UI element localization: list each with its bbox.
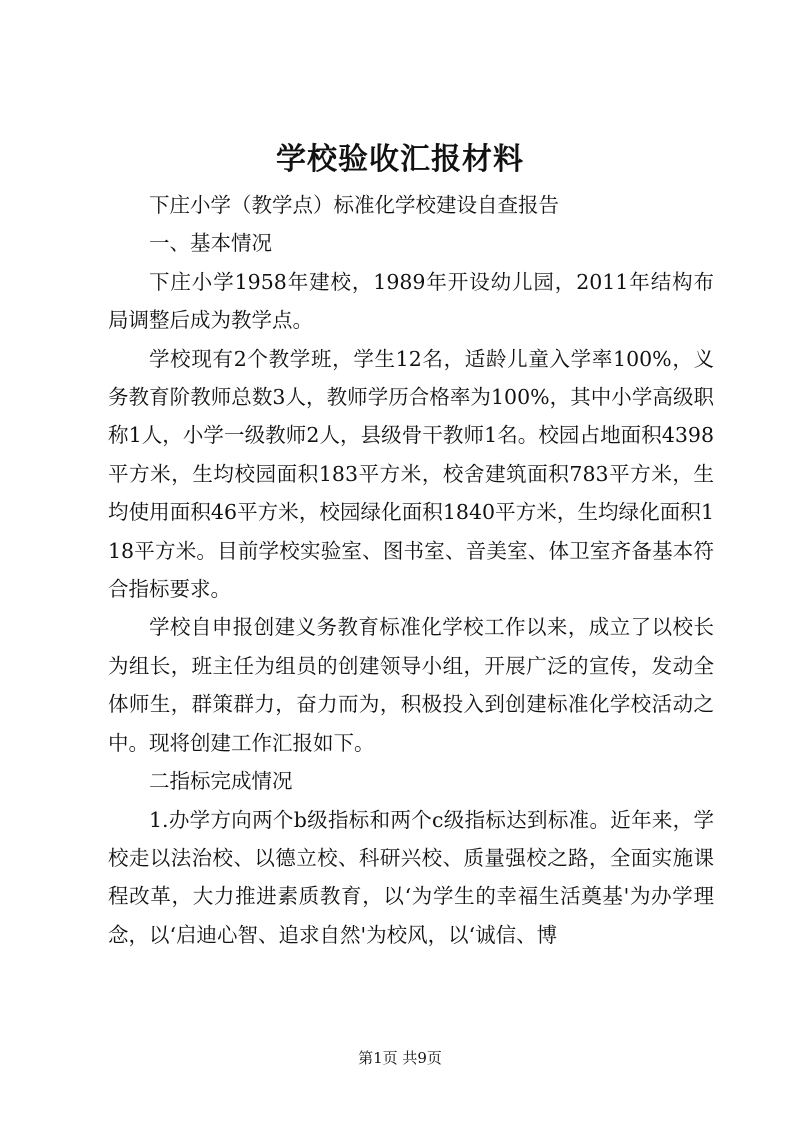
page-number-footer: 第1页 共9页 — [358, 1049, 442, 1067]
paragraph-organization: 学校自申报创建义务教育标准化学校工作以来，成立了以校长为组长，班主任为组员的创建领导小组，开展广泛的宣传，发动全体师生，群策群力，奋力而为，积极投入到创建标准化学校活动之中。现将创建工作汇报如下。 — [108, 615, 714, 755]
document-title: 学校验收汇报材料 — [276, 142, 524, 177]
paragraph-statistics: 学校现有2个教学班，学生12名，适龄儿童入学率100%，义务教育阶教师总数3人，教师学历合格率为100%，其中小学高级职称1人，小学一级教师2人，县级骨干教师1名。校园占地面积4398平方米，生均校园面积183平方米，校舍建筑面积783平方米，生均使用面积46平方米，校园绿化面积1840平方米，生均绿化面积118平方米。目前学校实验室、图书室、音美室、体卫室齐备基本符合指标要求。 — [108, 346, 714, 602]
paragraph-school-direction: 1.办学方向两个b级指标和两个c级指标达到标准。近年来，学校走以法治校、以德立校、科研兴校、质量强校之路，全面实施课程改革，大力推进素质教育，以‘为学生的幸福生活奠基'为办学理念，以‘启迪心智、追求自然'为校风，以‘诚信、博 — [108, 807, 714, 947]
document-body — [108, 186, 714, 954]
section-heading-basic-info: 一、基本情况 — [149, 231, 272, 256]
report-subtitle: 下庄小学（教学点）标准化学校建设自查报告 — [149, 193, 559, 217]
paragraph-history: 下庄小学1958年建校，1989年开设幼儿园，2011年结构布局调整后成为教学点。 — [108, 269, 714, 333]
section-heading-indicators: 二指标完成情况 — [149, 769, 293, 794]
